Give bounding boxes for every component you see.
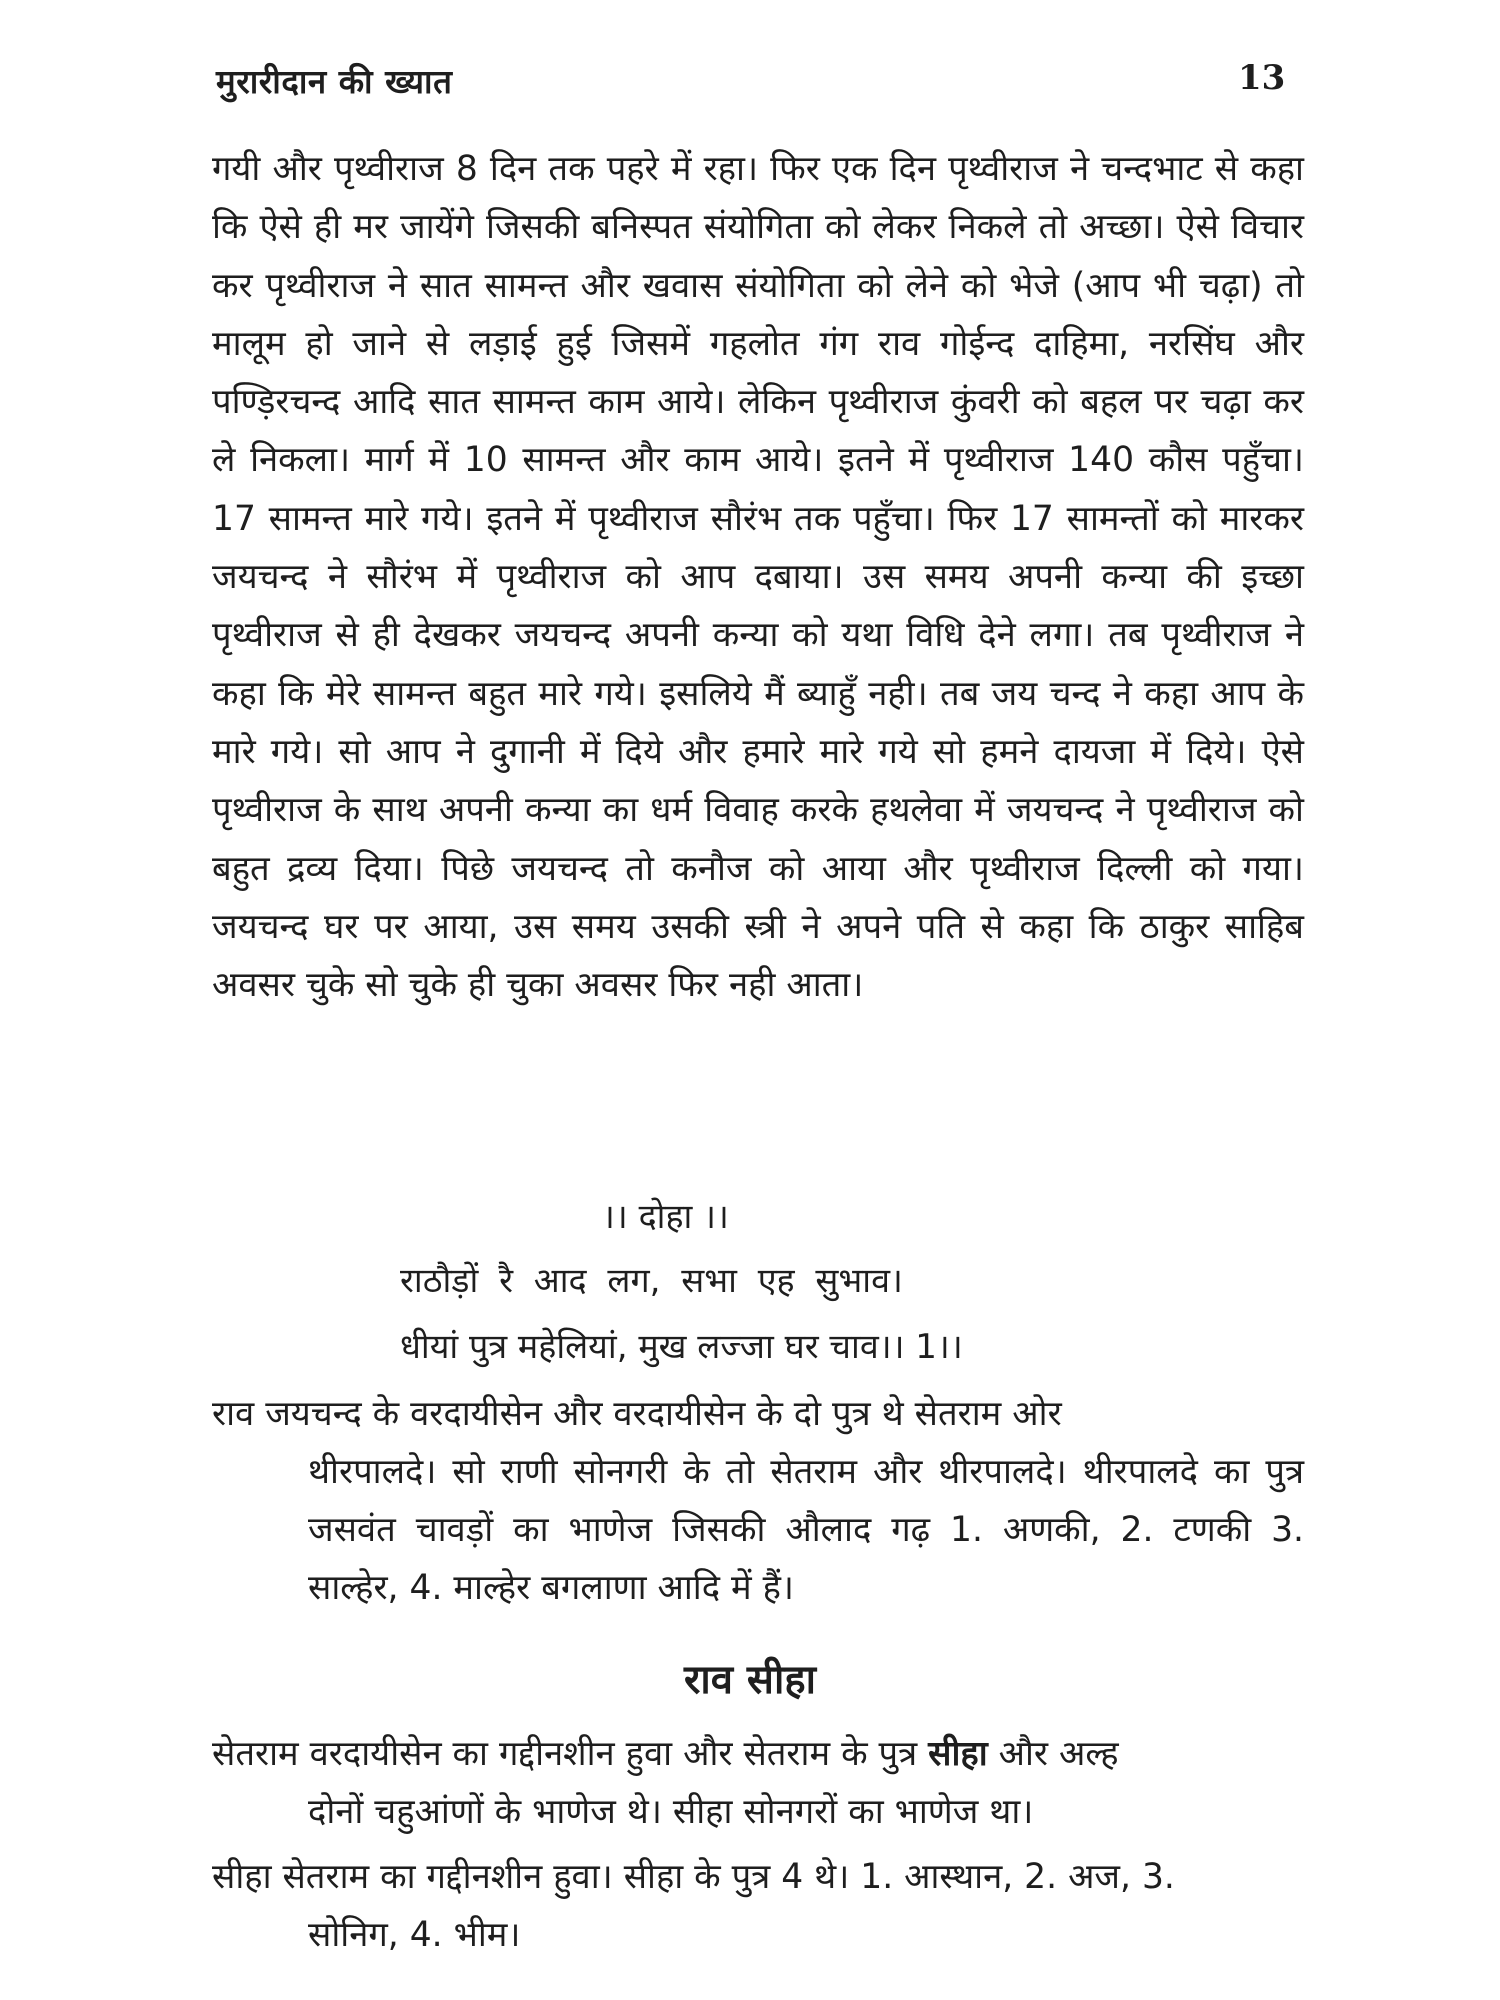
doha-line-1: राठौड़ों रै आद लग, सभा एह सुभाव। [400,1261,903,1301]
paragraph-continuation: थीरपालदे। सो राणी सोनगरी के तो सेतराम और थीरपालदे। थीरपालदे का पुत्र जसवंत चावड़ों का भाणेज जिसकी औलाद गढ़ 1. अणकी, 2. टणकी 3. साल्हेर, 4. माल्हेर बगलाणा आदि में हैं। [308,1452,1304,1608]
text-run: सेतराम वरदायीसेन का गद्दीनशीन हुवा और सेतराम के पुत्र [212,1734,918,1774]
paragraph-rao-jaychand [212,1385,1304,1617]
body-text [212,140,1304,1014]
doha-title: ।। दोहा ।। [602,1197,729,1237]
paragraph-continuation: सोनिग, 4. भीम। [308,1915,521,1955]
paragraph-first-line: राव जयचन्द के वरदायीसेन और वरदायीसेन के दो पुत्र थे सेतराम ओर [212,1394,1062,1434]
paragraph-first-line [212,1725,1304,1783]
paragraph-first-line: सीहा सेतराम का गद्दीनशीन हुवा। सीहा के पुत्र 4 थे। 1. आस्थान, 2. अज, 3. [212,1857,1175,1897]
paragraph-siha [212,1848,1304,1964]
running-head: मुरारीदान की ख्यात [216,62,453,101]
section-heading: राव सीहा [684,1657,816,1703]
paragraph-setaram [212,1725,1304,1841]
text-run: और अल्ह [998,1734,1119,1774]
doha-line-2: धीयां पुत्र महेलियां, मुख लज्जा घर चाव।। 1।। [400,1327,963,1367]
bold-name-siha: सीहा [928,1734,988,1774]
page-number: 13 [1238,58,1286,98]
paragraph-prithviraj-narrative: गयी और पृथ्वीराज 8 दिन तक पहरे में रहा। फिर एक दिन पृथ्वीराज ने चन्दभाट से कहा कि ऐसे ही मर जायेंगे जिसकी बनिस्पत संयोगिता को लेकर निकले तो अच्छा। ऐसे विचार कर पृथ्वीराज ने सात सामन्त और खवास संयोगिता को लेने को भेजे (आप भी चढ़ा) तो मालूम हो जाने से लड़ाई हुई जिसमें गहलोत गंग राव गोईन्द दाहिमा, नरसिंघ और पण्ड़िरचन्द आदि सात सामन्त काम आये। लेकिन पृथ्वीराज कुंवरी को बहल पर चढ़ा कर ले निकला। मार्ग में 10 सामन्त और काम आये। इतने में पृथ्वीराज 140 कौस पहुँचा। 17 सामन्त मारे गये। इतने में पृथ्वीराज सौरंभ तक पहुँचा। फिर 17 सामन्तों को मारकर जयचन्द ने सौरंभ में पृथ्वीराज को आप दबाया। उस समय अपनी कन्या की इच्छा पृथ्वीराज से ही देखकर जयचन्द अपनी कन्या को यथा विधि देने लगा। तब पृथ्वीराज ने कहा कि मेरे सामन्त बहुत मारे गये। इसलिये मैं ब्याहुँ नही। तब जय चन्द ने कहा आप के मारे गये। सो आप ने दुगानी में दिये और हमारे मारे गये सो हमने दायजा में दिये। ऐसे पृथ्वीराज के साथ अपनी कन्या का धर्म विवाह करके हथलेवा में जयचन्द ने पृथ्वीराज को बहुत द्रव्य दिया। पिछे जयचन्द तो कनौज को आया और पृथ्वीराज दिल्ली को गया। जयचन्द घर पर आया, उस समय उसकी स्त्री ने अपने पति से कहा कि ठाकुर साहिब अवसर चुके सो चुके ही चुका अवसर फिर नही आता। [212,149,1305,1006]
paragraph-continuation: दोनों चहुआंणों के भाणेज थे। सीहा सोनगरों का भाणेज था। [308,1792,1034,1832]
